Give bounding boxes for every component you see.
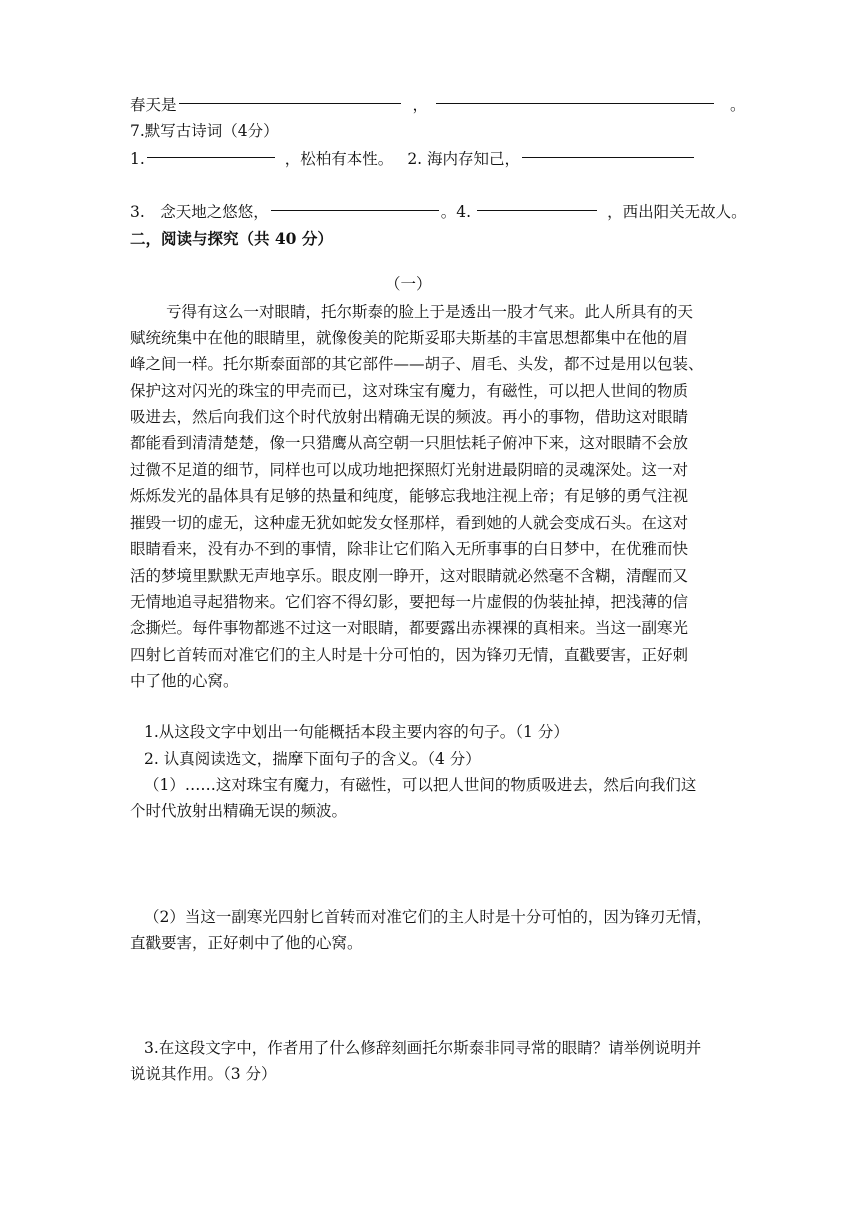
question-2-1-line2: 个时代放射出精确无误的频波。 bbox=[130, 802, 348, 820]
passage-line: 峰之间一样。托尔斯泰面部的其它部件——胡子、眉毛、头发，都不过是用以包装、 bbox=[130, 355, 704, 373]
part-label: （一） bbox=[385, 275, 432, 293]
q7-4-text: ，西出阳关无故人。 bbox=[607, 203, 747, 221]
answer-blank[interactable] bbox=[271, 210, 439, 211]
q7-row1 bbox=[130, 149, 696, 169]
passage-line: 赋统统集中在他的眼睛里，就像俊美的陀斯妥耶夫斯基的丰富思想都集中在他的眉 bbox=[130, 329, 689, 347]
question-2: 2. 认真阅读选文，揣摩下面句子的含义。（4 分） bbox=[144, 750, 481, 768]
answer-blank[interactable] bbox=[436, 103, 714, 104]
q7-1-text: ，松柏有本性。 bbox=[284, 150, 394, 168]
spring-end: 。 bbox=[730, 96, 746, 114]
q7-3-text: 3. 念天地之悠悠， bbox=[130, 203, 269, 221]
passage-line: 中了他的心窝。 bbox=[130, 672, 239, 690]
passage-line: 都能看到清清楚楚，像一只猎鹰从高空朝一只胆怯耗子俯冲下来，这对眼睛不会放 bbox=[130, 434, 689, 452]
question-3-line1: 3.在这段文字中，作者用了什么修辞刻画托尔斯泰非同寻常的眼睛？请举例说明并 bbox=[144, 1039, 702, 1057]
passage-line: 烁烁发光的晶体具有足够的热量和纯度，能够忘我地注视上帝；有足够的勇气注视 bbox=[130, 487, 689, 505]
spring-line bbox=[130, 95, 746, 115]
question-2-2-line2: 直戳要害，正好刺中了他的心窝。 bbox=[130, 934, 363, 952]
answer-blank[interactable] bbox=[522, 157, 694, 158]
q7-heading: 7.默写古诗词（4分） bbox=[130, 122, 279, 140]
question-2-2-line1: （2）当这一副寒光四射匕首转而对准它们的主人时是十分可怕的，因为锋刃无情， bbox=[144, 908, 712, 926]
question-2-1-line1: （1）……这对珠宝有魔力，有磁性，可以把人世间的物质吸进去，然后向我们这 bbox=[144, 776, 697, 794]
passage-line: 眼睛看来，没有办不到的事情，除非让它们陷入无所事事的白日梦中，在优雅而快 bbox=[130, 540, 689, 558]
answer-blank[interactable] bbox=[477, 210, 597, 211]
answer-blank[interactable] bbox=[179, 103, 401, 104]
question-3-line2: 说说其作用。（3 分） bbox=[130, 1065, 277, 1083]
passage-line: 摧毁一切的虚无，这种虚无犹如蛇发女怪那样，看到她的人就会变成石头。在这对 bbox=[130, 514, 689, 532]
passage-line: 无情地追寻起猎物来。它们容不得幻影，要把每一片虚假的伪装扯掉，把浅薄的信 bbox=[130, 593, 689, 611]
q7-3-end: 。4. bbox=[440, 203, 472, 221]
question-1: 1.从这段文字中划出一句能概括本段主要内容的句子。（1 分） bbox=[144, 723, 569, 741]
passage-line: 吸进去，然后向我们这个时代放射出精确无误的频波。再小的事物，借助这对眼睛 bbox=[130, 408, 689, 426]
passage-line: 亏得有这么一对眼睛，托尔斯泰的脸上于是透出一股才气来。此人所具有的天 bbox=[166, 303, 694, 321]
passage-line: 活的梦境里默默无声地享乐。眼皮刚一睁开，这对眼睛就必然毫不含糊，清醒而又 bbox=[130, 567, 689, 585]
passage-line: 过微不足道的细节，同样也可以成功地把探照灯光射进最阴暗的灵魂深处。这一对 bbox=[130, 461, 689, 479]
spring-comma: ， bbox=[412, 96, 429, 114]
q7-2-text: 2. 海内存知己， bbox=[407, 150, 521, 168]
passage-line: 保护这对闪光的珠宝的甲壳而已，这对珠宝有魔力，有磁性，可以把人世间的物质 bbox=[130, 382, 689, 400]
answer-blank[interactable] bbox=[147, 157, 275, 158]
passage-line: 念撕烂。每件事物都逃不过这一对眼睛，都要露出赤裸裸的真相来。当这一副寒光 bbox=[130, 619, 689, 637]
spring-prefix: 春天是 bbox=[130, 96, 177, 114]
passage-line: 四射匕首转而对准它们的主人时是十分可怕的，因为锋刃无情，直戳要害，正好刺 bbox=[130, 646, 689, 664]
q7-row2 bbox=[130, 202, 747, 222]
section-heading: 二，阅读与探究（共 40 分） bbox=[130, 229, 333, 248]
q7-1-num: 1. bbox=[130, 150, 145, 168]
